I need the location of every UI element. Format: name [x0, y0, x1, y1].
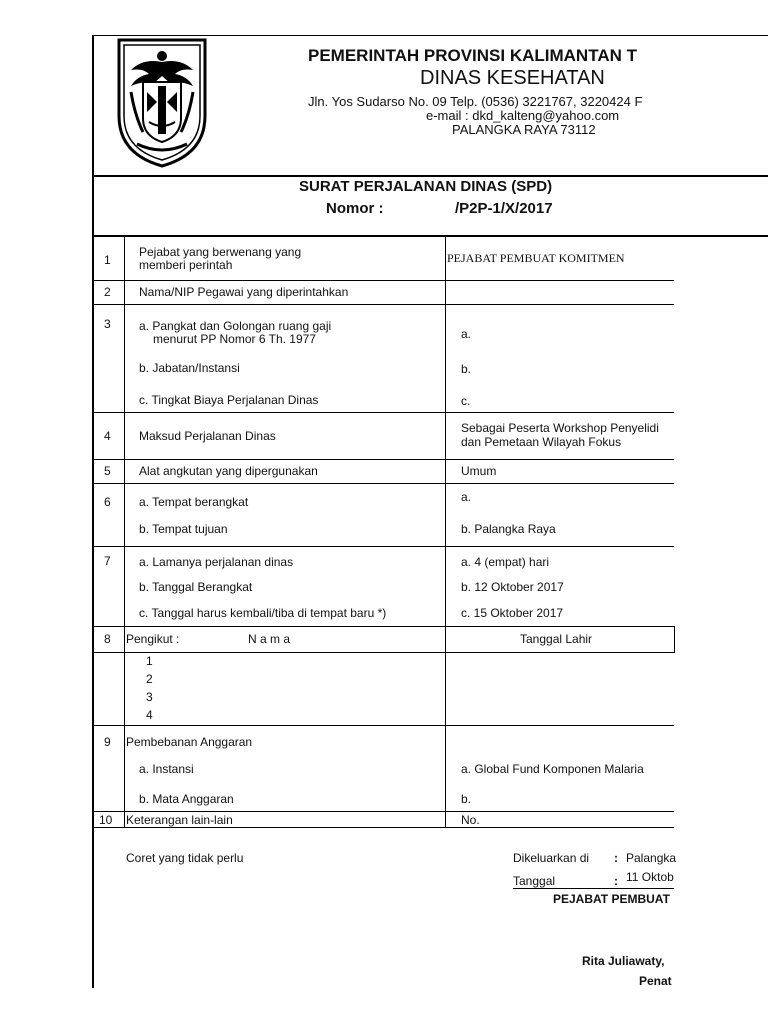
row-line: [92, 811, 674, 812]
follower-number: 3: [146, 690, 153, 704]
row7-b: b. Tanggal Berangkat: [139, 580, 253, 594]
follower-number: 1: [146, 654, 153, 668]
row5-value: Umum: [461, 464, 497, 478]
row9-va: a. Global Fund Komponen Malaria: [461, 762, 644, 776]
frame-left: [92, 36, 94, 988]
title-divider: [92, 235, 768, 237]
row-number: 10: [99, 813, 113, 827]
signature-rule: [513, 888, 674, 889]
row-number: 9: [104, 735, 111, 749]
row10-value: No.: [461, 813, 480, 827]
dept-name: DINAS KESEHATAN: [420, 67, 605, 89]
row6-va: a.: [461, 490, 472, 504]
row1-value: PEJABAT PEMBUAT KOMITMEN: [447, 251, 625, 265]
row-number: 4: [104, 429, 111, 443]
col-sep-1: [124, 237, 125, 827]
row1-label-line1: Pejabat yang berwenang yang: [139, 245, 302, 259]
header-divider: [92, 175, 768, 177]
row4-value-line1: Sebagai Peserta Workshop Penyelidi: [461, 421, 659, 435]
row3-vc: c.: [461, 394, 471, 408]
tanggal-colon: :: [614, 874, 618, 888]
row-line: [92, 412, 674, 413]
dikeluarkan-value: Palangka: [626, 851, 677, 865]
row-number: 7: [104, 554, 111, 568]
email: e-mail : dkd_kalteng@yahoo.com: [426, 108, 620, 123]
coret-note: Coret yang tidak perlu: [126, 851, 244, 865]
row6-b: b. Tempat tujuan: [139, 522, 228, 536]
row7-a: a. Lamanya perjalanan dinas: [139, 555, 294, 569]
row-line: [92, 725, 674, 726]
row-line: [92, 304, 674, 305]
table-right-edge: [674, 626, 675, 653]
signer-name: Rita Juliawaty,: [582, 954, 665, 968]
row-line: [92, 652, 674, 653]
row7-c: c. Tanggal harus kembali/tiba di tempat baru *): [139, 606, 387, 620]
row3-va: a.: [461, 327, 472, 341]
row-number: 2: [104, 285, 111, 299]
coat-of-arms-logo: [113, 36, 211, 170]
row3-b: b. Jabatan/Instansi: [139, 361, 240, 375]
row7-vc: c. 15 Oktober 2017: [461, 606, 564, 620]
follower-number: 4: [146, 708, 153, 722]
dikeluarkan-colon: :: [614, 851, 618, 865]
row9-label: Pembebanan Anggaran: [126, 735, 253, 749]
follower-number: 2: [146, 672, 153, 686]
tanggal-label: Tanggal: [513, 874, 556, 888]
row8-label: Pengikut :: [126, 632, 180, 646]
row6-a: a. Tempat berangkat: [139, 495, 249, 509]
row-number: 8: [104, 632, 111, 646]
row9-a: a. Instansi: [139, 762, 194, 776]
col-sep-2: [445, 237, 446, 827]
row-number: 3: [104, 317, 111, 331]
row8-nama-header: N a m a: [248, 632, 291, 646]
row-line: [92, 483, 674, 484]
pejabat-title: PEJABAT PEMBUAT: [553, 892, 670, 906]
row9-vb: b.: [461, 792, 472, 806]
row7-va: a. 4 (empat) hari: [461, 555, 550, 569]
row-number: 5: [104, 464, 111, 478]
signer-rank: Penat: [639, 974, 672, 988]
row7-vb: b. 12 Oktober 2017: [461, 580, 564, 594]
tanggal-value: 11 Oktob: [626, 870, 674, 884]
row-number: 6: [104, 495, 111, 509]
row3-vb: b.: [461, 362, 472, 376]
row5-label: Alat angkutan yang dipergunakan: [139, 464, 318, 478]
row8-tgl-header: Tanggal Lahir: [520, 632, 593, 646]
row3-a-line1: a. Pangkat dan Golongan ruang gaji: [139, 319, 332, 333]
row-number: 1: [104, 253, 111, 267]
row-line: [92, 546, 674, 547]
gov-name: PEMERINTAH PROVINSI KALIMANTAN T: [308, 46, 637, 65]
nomor-label: Nomor :: [326, 200, 384, 217]
row-line: [92, 827, 674, 828]
nomor-value: /P2P-1/X/2017: [455, 200, 553, 217]
row4-label: Maksud Perjalanan Dinas: [139, 429, 276, 443]
row6-vb: b. Palangka Raya: [461, 522, 556, 536]
row2-label: Nama/NIP Pegawai yang diperintahkan: [139, 285, 349, 299]
row9-b: b. Mata Anggaran: [139, 792, 234, 806]
row4-value-line2: dan Pemetaan Wilayah Fokus: [461, 435, 622, 449]
row10-label: Keterangan lain-lain: [126, 813, 233, 827]
row1-label-line2: memberi perintah: [139, 258, 233, 272]
city: PALANGKA RAYA 73112: [452, 122, 596, 137]
address: Jln. Yos Sudarso No. 09 Telp. (0536) 3221767, 3220424 F: [308, 94, 643, 109]
document-title: SURAT PERJALANAN DINAS (SPD): [299, 178, 553, 195]
row3-c: c. Tingkat Biaya Perjalanan Dinas: [139, 393, 319, 407]
row-line: [92, 280, 674, 281]
row-line: [92, 626, 674, 627]
row-line: [92, 459, 674, 460]
dikeluarkan-label: Dikeluarkan di: [513, 851, 590, 865]
row3-a-line2: menurut PP Nomor 6 Th. 1977: [153, 332, 316, 346]
